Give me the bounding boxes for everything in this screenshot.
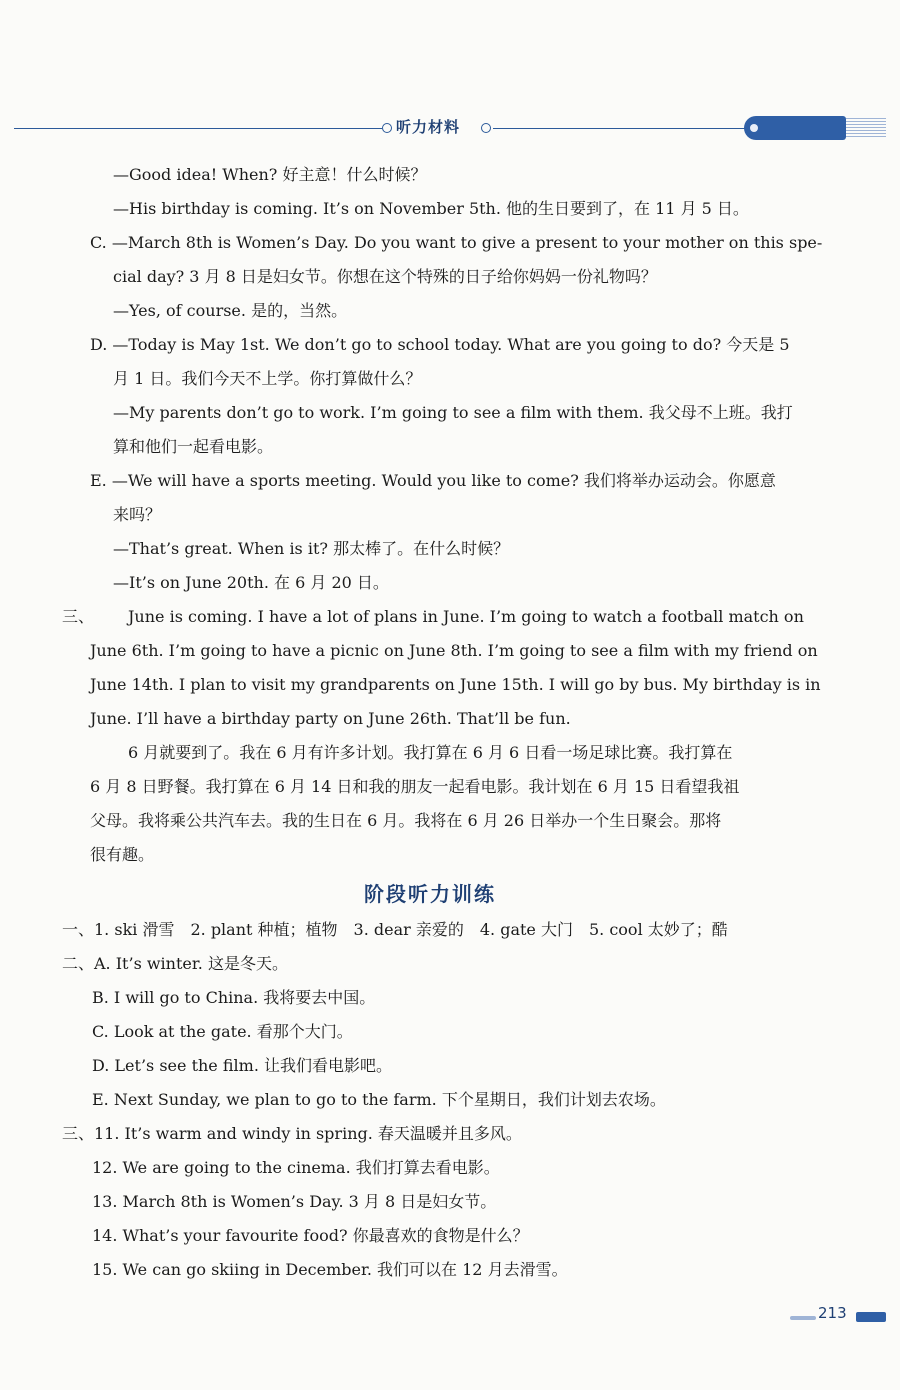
header-dot-left (382, 123, 392, 133)
text-line: —It’s on June 20th. 在 6 月 20 日。 (113, 573, 389, 592)
text-line: E. —We will have a sports meeting. Would you like to come? 我们将举办运动会。你愿意 (90, 471, 776, 490)
header-rule-right (493, 128, 745, 129)
text-line: —His birthday is coming. It’s on November 5th. 他的生日要到了，在 11 月 5 日。 (113, 199, 749, 218)
header-tab (744, 116, 846, 140)
answer-line: 15. We can go skiing in December. 我们可以在 12 月去滑雪。 (92, 1260, 568, 1279)
text-line: —Good idea! When? 好主意！什么时候？ (113, 165, 427, 184)
passage-line: June 14th. I plan to visit my grandparents on June 15th. I will go by bus. My birthday is in (90, 675, 821, 694)
header-stripes (846, 118, 886, 138)
text-line: 月 1 日。我们今天不上学。你打算做什么？ (113, 369, 422, 388)
text-line: D. —Today is May 1st. We don’t go to school today. What are you going to do? 今天是 5 (90, 335, 790, 354)
answer-line: D. Let’s see the film. 让我们看电影吧。 (92, 1056, 392, 1075)
answer-line: 一、1. ski 滑雪 2. plant 种植；植物 3. dear 亲爱的 4. gate 大门 5. cool 太妙了；酷 (62, 920, 728, 939)
page-number: 213 (818, 1304, 847, 1322)
section-marker: 三、 (62, 607, 95, 626)
text-line: cial day? 3 月 8 日是妇女节。你想在这个特殊的日子给你妈妈一份礼物吗？ (113, 267, 657, 286)
section-heading: 阶段听力训练 (364, 882, 496, 906)
header-title: 听力材料 (396, 118, 461, 136)
passage-line: June. I’ll have a birthday party on June 26th. That’ll be fun. (90, 709, 571, 728)
answer-line: 三、11. It’s warm and windy in spring. 春天温暖并且多风。 (62, 1124, 522, 1143)
text-line: —Yes, of course. 是的，当然。 (113, 301, 348, 320)
answer-line: C. Look at the gate. 看那个大门。 (92, 1022, 353, 1041)
text-line: 来吗？ (113, 505, 162, 524)
text-line: —My parents don’t go to work. I’m going to see a film with them. 我父母不上班。我打 (113, 403, 793, 422)
passage-line: 很有趣。 (90, 845, 155, 864)
answer-line: E. Next Sunday, we plan to go to the farm. 下个星期日，我们计划去农场。 (92, 1090, 666, 1109)
header-rule-left (14, 128, 382, 129)
answer-line: 12. We are going to the cinema. 我们打算去看电影。 (92, 1158, 500, 1177)
page-header (0, 112, 900, 146)
passage-line: 父母。我将乘公共汽车去。我的生日在 6 月。我将在 6 月 26 日举办一个生日聚会。那将 (90, 811, 722, 830)
answer-line: 二、A. It’s winter. 这是冬天。 (62, 954, 288, 973)
passage-line: 6 月 8 日野餐。我打算在 6 月 14 日和我的朋友一起看电影。我计划在 6 月 15 日看望我祖 (90, 777, 740, 796)
passage-line: 6 月就要到了。我在 6 月有许多计划。我打算在 6 月 6 日看一场足球比赛。我打算在 (128, 743, 733, 762)
answer-line: 13. March 8th is Women’s Day. 3 月 8 日是妇女节。 (92, 1192, 497, 1211)
footer-deco-bar (856, 1312, 886, 1322)
answer-line: 14. What’s your favourite food? 你最喜欢的食物是什么？ (92, 1226, 529, 1245)
text-line: 算和他们一起看电影。 (113, 437, 274, 456)
text-line: C. —March 8th is Women’s Day. Do you want to give a present to your mother on this spe- (90, 233, 823, 252)
footer-deco-line (790, 1316, 816, 1320)
passage-line: June is coming. I have a lot of plans in June. I’m going to watch a football match on (128, 607, 804, 626)
text-line: —That’s great. When is it? 那太棒了。在什么时候？ (113, 539, 510, 558)
passage-line: June 6th. I’m going to have a picnic on June 8th. I’m going to see a film with my friend on (90, 641, 818, 660)
header-dot-right (481, 123, 491, 133)
answer-line: B. I will go to China. 我将要去中国。 (92, 988, 376, 1007)
tab-dot (750, 124, 758, 132)
